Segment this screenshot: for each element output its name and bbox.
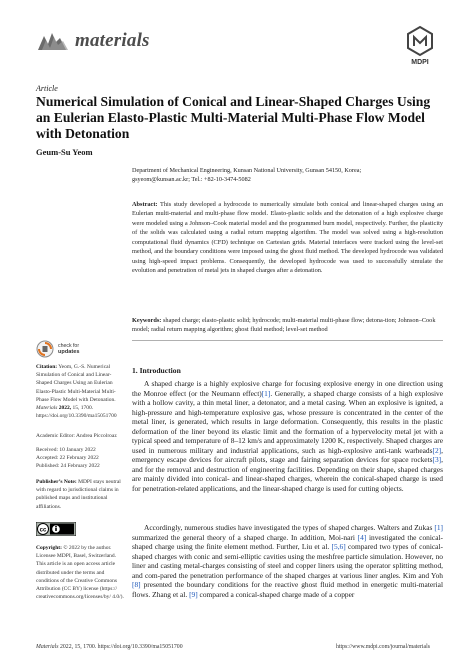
journal-logo xyxy=(36,28,150,54)
abstract-text: This study developed a hydrocode to numerically simulate both conical and linear-shaped charges using an Eulerian multi-material and multi-phase flow model. Elasto-plastic solids and the detonation of a high explosive charge were modeled using a Johnson–Cook material model and the programmed burn model, respectively. Further, the plasticity of the solids was calculated using a radial return mapping algorithm. The model was solved using a high-resolution computational fluid dynamics (CFD) technique on Cartesian grids. Material interfaces were tracked using the level-set method, and the boundary conditions were imposed using the ghost fluid method. The developed hydrocode was validated using high-speed impact problems. Consequently, the developed hydrocode was used to successfully simulate the evolution and penetration of metal jets in shaped charges after a detonation. xyxy=(132,201,443,275)
published-date: Published: 24 February 2022 xyxy=(36,463,100,470)
accepted-date: Accepted: 22 February 2022 xyxy=(36,455,99,462)
citation-doi[interactable]: https://doi.org/10.3390/ma15051700 xyxy=(36,413,117,420)
journal-name: materials xyxy=(75,30,150,51)
text-run: . Generally, a shaped charge consists of a high explosive with a hollow cavity, a thin metal liner, a detonator, and a metal casing. When an explosive is ignited, a high-pressure and high-temperature explosive gas, whose pressure is concentrated in the center of the metal liner, is generated, which results in large deformation. Consequently, this results in the plastic deformation of the liner beyond its elastic limit and the formation of a hypervelocity metal jet with a typical speed and temperature of 8–12 km/s and approximately 1200 K, respectively. Shaped charges are used in numerous military and industrial applications, such as high-explosive anti-tank warheads xyxy=(132,388,443,455)
author-name: Geum-Su Yeom xyxy=(36,147,93,157)
text-run: , emergency escape devices for aircraft pilots, stage and fairing separation devices for space rockets xyxy=(132,445,443,465)
publisher-note-label: Publisher’s Note: xyxy=(36,479,77,485)
intro-paragraph-1 xyxy=(132,379,443,494)
intro-paragraph-2 xyxy=(132,523,443,599)
reference-link[interactable]: [4] xyxy=(357,532,367,542)
check-for-updates-icon xyxy=(36,340,54,358)
materials-logo-icon xyxy=(36,30,70,52)
abstract xyxy=(132,200,443,276)
copyright-text: © 2022 by the author. Licensee MDPI, Basel, Switzerland. This article is an open access article distributed under the terms and conditions of the Creative Commons Attribution (CC BY) license (https:// creativecommons.org/licenses/by/ 4.0/). xyxy=(36,545,124,601)
publisher-note xyxy=(36,478,126,511)
reference-link[interactable]: [1] xyxy=(434,523,443,532)
affiliation-line: Department of Mechanical Engineering, Kunsan National University, Gunsan 54150, Korea; xyxy=(132,167,362,174)
footer-journal: Materials xyxy=(36,644,59,650)
check-for-updates-text xyxy=(58,343,79,355)
cc-by-license-icon xyxy=(36,522,76,536)
publisher-name: MDPI xyxy=(411,59,429,66)
keywords-text: shaped charge; elasto-plastic solid; hydrocode; multi-material multi-phase flow; detona-tion; Johnson–Cook model; radial return mapping algorithm; ghost fluid method; level-set method xyxy=(132,317,436,334)
text-run: presented the boundary conditions for the reactive ghost fluid method in energetic multi-material flows. Zhang et al. xyxy=(132,580,443,599)
article-title: Numerical Simulation of Conical and Linear-Shaped Charges Using an Eulerian Elasto-Plastic Multi-Material Multi-Phase Flow Model with Detonation xyxy=(36,94,431,141)
academic-editor: Academic Editor: Andrea Piccolroaz xyxy=(36,433,117,439)
footer-citation xyxy=(36,644,183,650)
text-run: Accordingly, numerous studies have investigated the types of shaped charges. Walters and Zukas xyxy=(144,523,433,532)
affiliation xyxy=(132,166,432,184)
footer-journal-url[interactable]: https://www.mdpi.com/journal/materials xyxy=(336,644,430,650)
reference-link[interactable]: [1] xyxy=(261,388,271,398)
reference-link[interactable]: [2] xyxy=(432,445,442,455)
affiliation-email: gsyeom@kunsan.ac.kr; Tel.: +82-10-3474-5082 xyxy=(132,176,251,183)
citation-volume: 15, 1700. xyxy=(72,405,94,412)
citation-label: Citation: xyxy=(36,364,58,370)
abstract-label: Abstract: xyxy=(132,201,158,208)
text-run: A shaped charge is a highly explosive charge for focusing explosive energy in one direction using the Monroe effect (or the Neumann effect) xyxy=(132,379,443,398)
reference-link[interactable]: [8] xyxy=(132,580,141,590)
citation-journal: Materials xyxy=(36,405,58,412)
check-for-updates-badge[interactable] xyxy=(36,340,79,358)
section-heading: 1. Introduction xyxy=(132,366,181,375)
citation-block xyxy=(36,363,126,420)
copyright-block xyxy=(36,544,126,601)
mdpi-logo-icon xyxy=(405,25,435,59)
copyright-label: Copyright: xyxy=(36,545,62,551)
received-date: Received: 10 January 2022 xyxy=(36,447,96,453)
check-line: check for xyxy=(58,342,80,349)
dates-block xyxy=(36,446,126,471)
text-run: summarized the general theory of a shaped charge. In addition, Moi-nari xyxy=(132,532,355,542)
text-run: compared two types of conical-shaped charges with conic and semi-elliptic cavities using the meshfree particle simulation. However, no liner and casting metal-charges consisting of steel and copper liners using the operator splitting method, and com-pared the penetration performance of the shaped charges at various liner angles. Kim and Yoh xyxy=(132,542,443,580)
keywords xyxy=(132,316,443,335)
keywords-label: Keywords: xyxy=(132,317,162,324)
citation-text: Yeom, G.-S. Numerical Simulation of Conical and Linear-Shaped Charges Using an Eulerian Elasto-Plastic Multi-Material Multi-Phase Flow Model with Detonation. xyxy=(36,364,116,403)
cc-label: cc xyxy=(39,527,47,534)
section-divider xyxy=(132,340,443,341)
text-run: , and for the removal and destruction of engineering facilities. Depending on their shape, shaped charges are mainly divided into conical- and linear-shaped charges, wherein the conical-shaped charge is used for penetration-related applications, and the linear-shaped charge is used for cutting objects. xyxy=(132,455,443,494)
publisher-note-text: MDPI stays neutral with regard to jurisdictional claims in published maps and institutional affiliations. xyxy=(36,479,121,510)
reference-link[interactable]: [9] xyxy=(189,589,198,599)
reference-link[interactable]: [5,6] xyxy=(331,542,346,552)
updates-line: updates xyxy=(58,349,80,355)
text-run: compared a conical-shaped charge made of a copper xyxy=(197,589,355,599)
article-type: Article xyxy=(36,84,58,93)
citation-year: 2022, xyxy=(58,405,72,412)
footer-doi[interactable]: 2022, 15, 1700. https://doi.org/10.3390/ma15051700 xyxy=(60,644,183,650)
text-run: investigated the conical-shaped charge using the finite element method. Further, Liu et al. xyxy=(132,532,443,552)
reference-link[interactable]: [3] xyxy=(432,455,442,465)
